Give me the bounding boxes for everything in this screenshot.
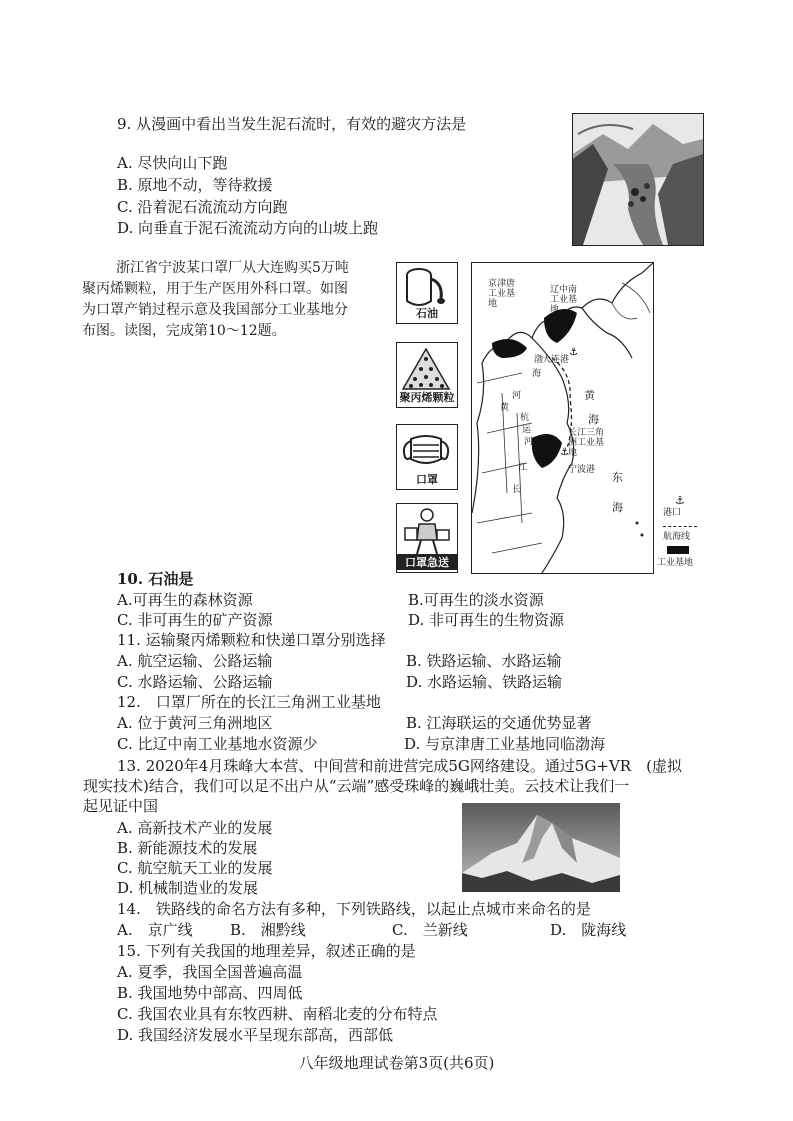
q13-line-2: 现实技术)结合，我们可以足不出户从“云端”感受珠峰的巍峨壮美。云技术让我们一 [83, 777, 630, 795]
map-label-hai1: 海 [532, 369, 542, 379]
q15-stem: 15. 下列有关我国的地理差异，叙述正确的是 [117, 942, 416, 960]
map-label-huang: 黄 [584, 389, 595, 402]
intro-paragraph: 浙江省宁波某口罩厂从大连购买5万吨聚丙烯颗粒，用于生产医用外科口罩。如图为口罩产销过程示意及我国部分工业基地分布图。读图，完成第10～12题。 [82, 260, 349, 339]
q12-stem: 12. 口罩厂所在的长江三角洲工业基地 [117, 693, 381, 711]
map-label-yun: 运 [522, 425, 532, 435]
q11-stem: 11. 运输聚丙烯颗粒和快递口罩分别选择 [117, 631, 386, 649]
q15-option-c: C. 我国农业具有东牧西耕、南稻北麦的分布特点 [117, 1005, 438, 1023]
q12-option-a: A. 位于黄河三角洲地区 [117, 714, 273, 732]
map-label-dalian: 大连港 [542, 355, 570, 365]
map-label-hang: 杭 [520, 413, 530, 423]
ningbo-port-icon: ⚓ [560, 447, 569, 458]
q12-option-d: D. 与京津唐工业基地同临渤海 [404, 735, 606, 753]
page-footer: 八年级地理试卷第3页(共6页) [298, 1054, 495, 1072]
legend-port-icon: ⚓ [675, 494, 685, 507]
q11-option-b: B. 铁路运输、水路运输 [406, 652, 562, 670]
map-label-ningbo: 宁波港 [568, 465, 596, 475]
q11-option-a: A. 航空运输、公路运输 [117, 652, 273, 670]
map-label-jingjintang: 京津唐工业基地 [488, 279, 516, 309]
q14-option-b: B. 湘黔线 [230, 921, 306, 939]
map-label-jiang: 江 [518, 463, 528, 473]
legend-route-label: 航海线 [663, 532, 691, 542]
q13-option-d: D. 机械制造业的发展 [117, 879, 259, 897]
flow-label-pellets: 聚丙烯颗粒 [399, 391, 455, 404]
map-label-he: 河 [512, 391, 522, 401]
flow-label-mask: 口罩 [416, 473, 438, 486]
q9-stem: 9. 从漫画中看出当发生泥石流时，有效的避灾方法是 [117, 115, 467, 133]
q14-option-c: C. 兰新线 [392, 921, 468, 939]
everest-photo [462, 803, 620, 892]
q13-line-3: 起见证中国 [83, 797, 159, 815]
q9-option-d: D. 向垂直于泥石流流动方向的山坡上跑 [117, 219, 379, 237]
map-label-liaozhongnan: 辽中南工业基地 [550, 285, 578, 315]
q10-option-d: D. 非可再生的生物资源 [408, 611, 565, 629]
q13-option-b: B. 新能源技术的发展 [117, 839, 258, 857]
flow-box-pellets [396, 342, 458, 408]
q9-option-b: B. 原地不动，等待救援 [117, 176, 273, 194]
map-label-hai2: 海 [588, 413, 599, 426]
q14-stem: 14. 铁路线的命名方法有多种，下列铁路线，以起止点城市来命名的是 [117, 900, 591, 918]
map-label-yunhe: 河 [524, 437, 534, 447]
map-label-hai3: 海 [612, 501, 623, 514]
map-label-bo: 渤 [534, 355, 544, 365]
q14-option-a: A. 京广线 [117, 921, 193, 939]
q15-option-a: A. 夏季，我国全国普遍高温 [117, 963, 303, 981]
oil-barrel-icon [397, 265, 456, 309]
q10-option-a: A.可再生的森林资源 [117, 591, 253, 609]
q12-option-b: B. 江海联运的交通优势显著 [406, 714, 592, 732]
q10-stem: 10. 石油是 [117, 570, 194, 588]
legend-route-line [663, 526, 697, 527]
map-label-changjiang: 长江三角洲工业基地 [568, 428, 605, 458]
flow-label-oil: 石油 [416, 307, 438, 320]
face-mask-icon [397, 427, 456, 473]
q9-option-a: A. 尽快向山下跑 [117, 154, 228, 172]
q10-option-c: C. 非可再生的矿产资源 [117, 611, 273, 629]
q15-option-d: D. 我国经济发展水平呈现东部高，西部低 [117, 1026, 394, 1044]
legend-base-swatch [667, 546, 689, 554]
q12-option-c: C. 比辽中南工业基地水资源少 [117, 735, 318, 753]
map-label-huanghe: 黄 [500, 403, 510, 413]
flow-box-delivery [396, 503, 458, 573]
pellet-pile-icon [397, 345, 456, 391]
map-label-chang: 长 [512, 485, 522, 495]
q9-option-c: C. 沿着泥石流流动方向跑 [117, 198, 288, 216]
legend-base-label: 工业基地 [657, 558, 694, 568]
industrial-base-map [471, 262, 654, 574]
flow-box-mask [396, 424, 458, 490]
q14-option-d: D. 陇海线 [550, 921, 627, 939]
q15-option-b: B. 我国地势中部高、四周低 [117, 984, 303, 1002]
dalian-port-icon: ⚓ [569, 347, 578, 358]
flow-box-oil [396, 262, 458, 324]
q13-option-a: A. 高新技术产业的发展 [117, 819, 273, 837]
q13-option-c: C. 航空航天工业的发展 [117, 859, 273, 877]
flow-label-delivery: 口罩急送 [397, 554, 457, 570]
q11-option-c: C. 水路运输、公路运输 [117, 673, 273, 691]
delivery-person-icon [397, 506, 456, 556]
mudslide-cartoon-image [572, 113, 704, 246]
q13-line-1: 13. 2020年4月珠峰大本营、中间营和前进营完成5G网络建设。通过5G+VR (虚拟 [117, 757, 682, 775]
map-legend [657, 494, 707, 574]
q10-option-b: B.可再生的淡水资源 [408, 591, 544, 609]
legend-port-label: 港口 [663, 508, 682, 518]
map-label-dong: 东 [612, 471, 623, 484]
q11-option-d: D. 水路运输、铁路运输 [406, 673, 563, 691]
